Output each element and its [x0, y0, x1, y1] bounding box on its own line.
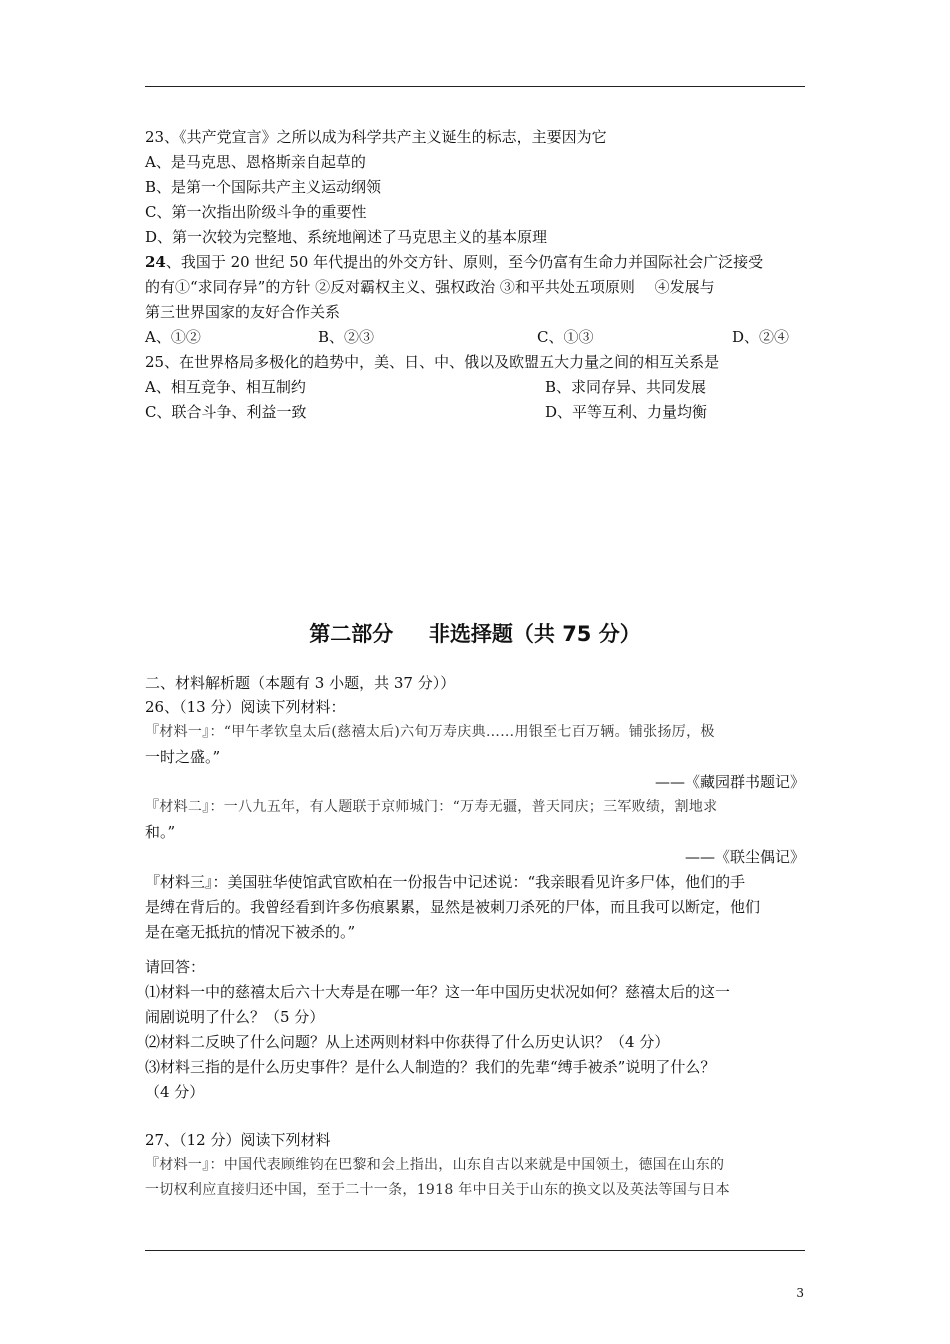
- q25-option-d: D、平等互利、力量均衡: [545, 403, 708, 421]
- q24-option-b: B、②③: [318, 328, 375, 346]
- q27-material1-line2: 一切权利应直接归还中国，至于二十一条，1918 年中日关于山东的换文以及英法等国与日本: [145, 1182, 730, 1198]
- q26-material3-line2: 是缚在背后的。我曾经看到许多伤痕累累，显然是被刺刀杀死的尸体，而且我可以断定，他们: [145, 898, 761, 916]
- q26-material2-line2: 和。”: [145, 823, 176, 841]
- q27-title: 27、（12 分）阅读下列材料: [145, 1131, 331, 1149]
- q26-material1-line2: 一时之盛。”: [145, 748, 221, 766]
- q27-material1-line1: 『材料一』：中国代表顾维钧在巴黎和会上指出，山东自古以来就是中国领土，德国在山东的: [145, 1157, 725, 1173]
- q26-material1-line1: 『材料一』：“甲午孝钦皇太后(慈禧太后)六旬万寿庆典……用银至七百万辆。铺张扬厉，极: [145, 724, 715, 740]
- q25-option-c: C、联合斗争、利益一致: [145, 403, 307, 421]
- part2-heading: 第二部分 非选择题（共 75 分）: [309, 622, 641, 646]
- q26-sub1-line2: 闹剧说明了什么？（5 分）: [145, 1008, 325, 1026]
- q26-sub3-line2: （4 分）: [145, 1083, 205, 1101]
- q23-option-d: D、第一次较为完整地、系统地阐述了马克思主义的基本原理: [145, 228, 548, 246]
- q26-sub1-line1: ⑴材料一中的慈禧太后六十大寿是在哪一年？这一年中国历史状况如何？慈禧太后的这一: [145, 983, 731, 1001]
- q26-material2-source: ——《联尘偶记》: [684, 848, 805, 866]
- q26-sub2: ⑵材料二反映了什么问题？从上述两则材料中你获得了什么历史认识？（4 分）: [145, 1033, 670, 1051]
- q25-option-a: A、相互竞争、相互制约: [145, 378, 306, 396]
- q26-material2-line1: 『材料二』：一八九五年，有人题联于京师城门：“万寿无疆，普天同庆；三军败绩，割地求: [145, 799, 718, 815]
- q24-option-d: D、②④: [732, 328, 790, 346]
- q26-material1-source: ——《藏园群书题记》: [654, 773, 805, 791]
- q26-ask: 请回答：: [145, 958, 206, 976]
- q26-material3-line1: 『材料三』：美国驻华使馆武官欧柏在一份报告中记述说：“我亲眼看见许多尸体，他们的手: [145, 873, 746, 891]
- q26-sub3-line1: ⑶材料三指的是什么历史事件？是什么人制造的？我们的先辈“缚手被杀”说明了什么？: [145, 1058, 716, 1076]
- q23-stem: 23、《共产党宣言》之所以成为科学共产主义诞生的标志，主要因为它: [145, 128, 607, 146]
- q24-option-c: C、①③: [537, 328, 594, 346]
- q24-stem-text: 、我国于 20 世纪 50 年代提出的外交方针、原则，至今仍富有生命力并国际社会广泛接受: [165, 253, 764, 271]
- q24-stem-line2: 的有①“求同存异”的方针 ②反对霸权主义、强权政治 ③和平共处五项原则 ④发展与: [145, 278, 715, 296]
- q23-option-c: C、第一次指出阶级斗争的重要性: [145, 203, 367, 221]
- q25-stem: 25、在世界格局多极化的趋势中，美、日、中、俄以及欧盟五大力量之间的相互关系是: [145, 353, 720, 371]
- footer-rule: [145, 1250, 805, 1251]
- page-number: 3: [796, 1286, 804, 1300]
- q24-stem-line1: [145, 252, 805, 272]
- q26-title: 26、（13 分）阅读下列材料：: [145, 698, 346, 716]
- q23-option-b: B、是第一个国际共产主义运动纲领: [145, 178, 382, 196]
- q24-number: 24: [145, 253, 166, 271]
- q24-stem-line3: 第三世界国家的友好合作关系: [145, 303, 341, 321]
- q23-option-a: A、是马克思、恩格斯亲自起草的: [145, 153, 366, 171]
- q26-material3-line3: 是在毫无抵抗的情况下被杀的。”: [145, 923, 356, 941]
- q25-option-b: B、求同存异、共同发展: [545, 378, 707, 396]
- q24-option-a: A、①②: [145, 328, 201, 346]
- section2-title: 二、材料解析题（本题有 3 小题，共 37 分））: [145, 674, 456, 692]
- header-rule: [145, 86, 805, 87]
